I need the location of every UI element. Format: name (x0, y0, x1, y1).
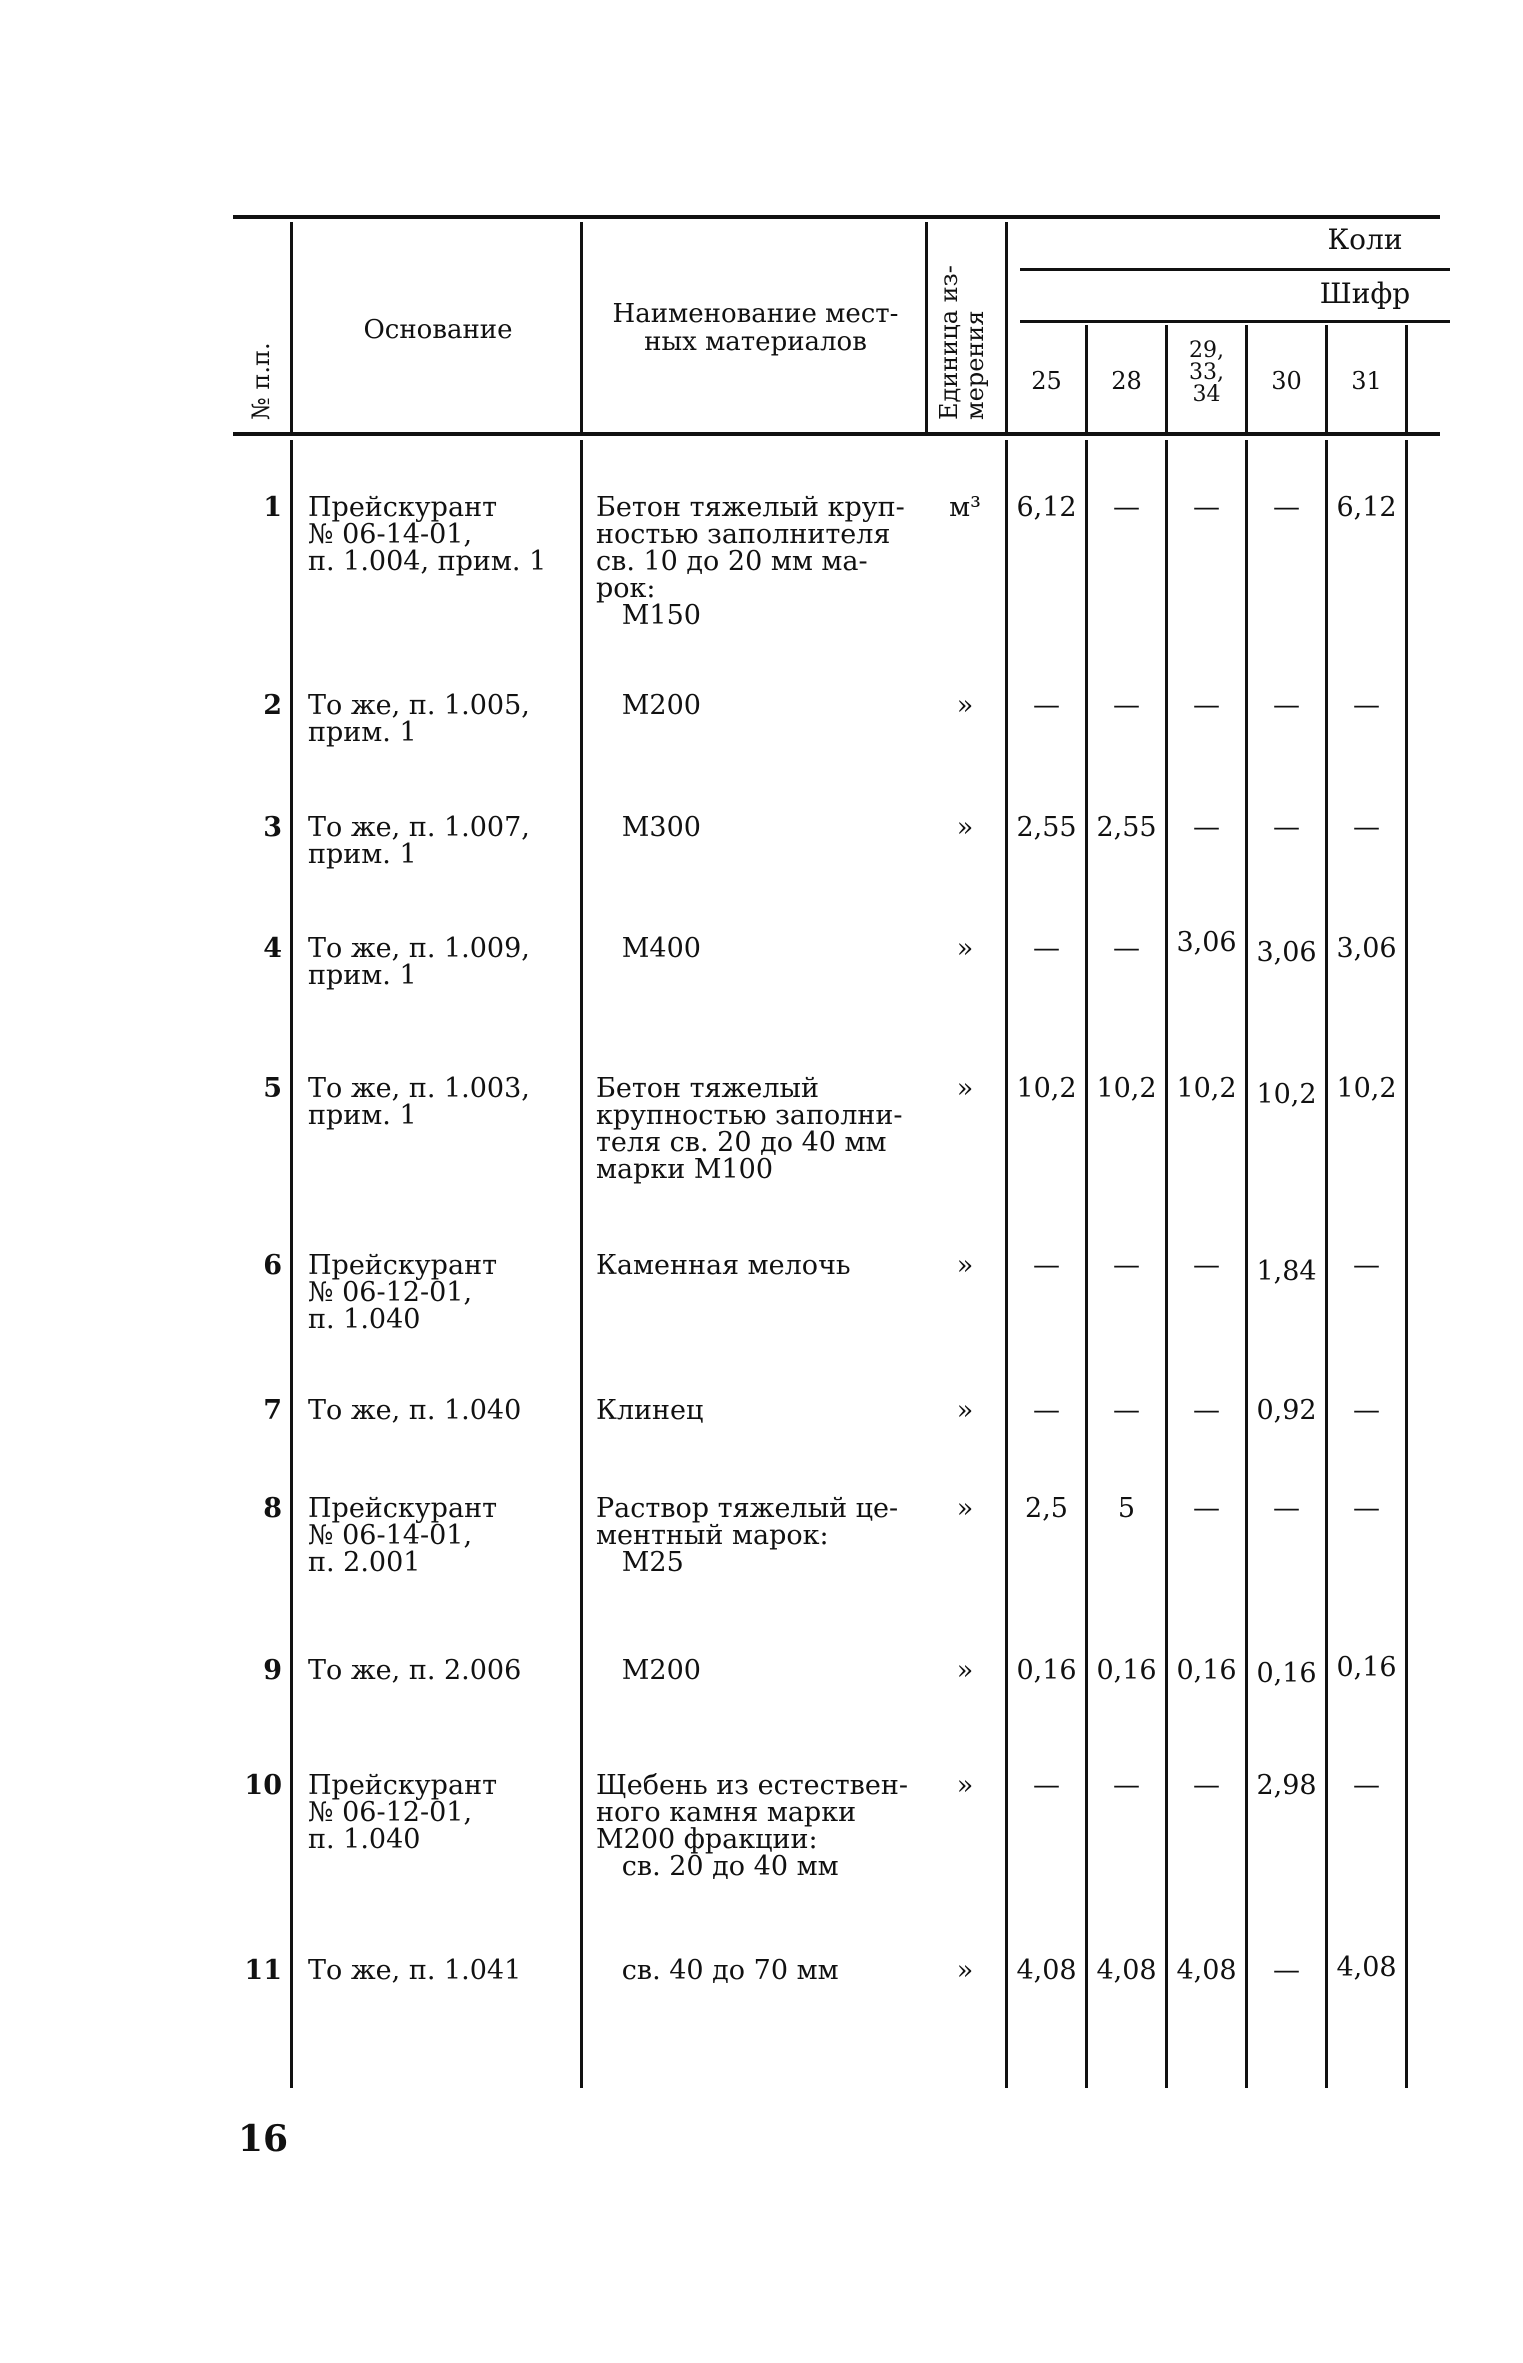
row-value: — (1113, 1250, 1140, 1281)
col-sep-9 (1405, 325, 1408, 432)
header-code-30: 30 (1271, 367, 1302, 395)
row-value: — (1193, 1250, 1220, 1281)
col-sep-1 (290, 222, 293, 432)
row-number: 7 (263, 1395, 282, 1426)
row-value: 6,12 (1336, 492, 1397, 523)
row-value: — (1193, 1770, 1220, 1801)
row-value: 4,08 (1096, 1955, 1157, 1986)
row-value: — (1273, 492, 1300, 523)
row-value: 0,92 (1256, 1395, 1317, 1426)
row-value: — (1113, 492, 1140, 523)
row-basis: То же, п. 1.007, прим. 1 (308, 812, 530, 870)
row-value: — (1113, 1395, 1140, 1426)
row-value: — (1033, 1770, 1060, 1801)
row-value: 2,55 (1016, 812, 1077, 843)
row-number: 11 (244, 1955, 282, 1986)
row-value: — (1193, 690, 1220, 721)
row-value: — (1273, 690, 1300, 721)
row-value: — (1353, 1395, 1380, 1426)
table-top-rule (233, 215, 1440, 219)
row-value: — (1193, 492, 1220, 523)
row-unit: » (956, 933, 974, 964)
row-number: 1 (263, 492, 282, 523)
row-value: — (1113, 933, 1140, 964)
row-value: 3,06 (1336, 933, 1397, 964)
row-unit: » (956, 1250, 974, 1281)
header-num: № п.п. (247, 342, 275, 420)
row-value: 0,16 (1096, 1655, 1157, 1686)
header-basis: Основание (363, 315, 513, 345)
page-number: 16 (238, 2118, 289, 2160)
row-unit: » (956, 690, 974, 721)
col-sep-4 (1005, 222, 1008, 432)
col-sep-3 (925, 222, 928, 432)
row-basis: Прейскурант № 06-12-01, п. 1.040 (308, 1250, 497, 1335)
row-value: 1,84 (1256, 1256, 1317, 1287)
header-code-28: 28 (1111, 367, 1142, 395)
row-value: — (1033, 1395, 1060, 1426)
row-value: 3,06 (1176, 927, 1237, 958)
row-value: 10,2 (1096, 1073, 1157, 1104)
header-name: Наименование мест- ных материалов (612, 299, 899, 357)
row-value: — (1113, 1770, 1140, 1801)
row-value: 6,12 (1016, 492, 1077, 523)
row-value: 0,16 (1176, 1655, 1237, 1686)
row-value: 0,16 (1016, 1655, 1077, 1686)
row-unit: » (956, 1493, 974, 1524)
row-basis: То же, п. 1.040 (308, 1395, 522, 1426)
header-code-group: Шифр (1319, 277, 1411, 310)
header-qty-group: Коли (1327, 223, 1403, 256)
row-value: 4,08 (1176, 1955, 1237, 1986)
row-basis: Прейскурант № 06-14-01, п. 2.001 (308, 1493, 497, 1578)
header-code-31: 31 (1351, 367, 1382, 395)
row-value: 10,2 (1256, 1079, 1317, 1110)
row-basis: То же, п. 1.003, прим. 1 (308, 1073, 530, 1131)
row-value: — (1353, 1770, 1380, 1801)
row-value: 4,08 (1016, 1955, 1077, 1986)
row-value: — (1193, 812, 1220, 843)
row-basis: Прейскурант № 06-12-01, п. 1.040 (308, 1770, 497, 1855)
row-value: 2,98 (1256, 1770, 1317, 1801)
row-material-name: Бетон тяжелый круп- ностью заполнителя св. 10 до 20 мм ма- рок: М150 (596, 492, 905, 631)
row-material-name: Раствор тяжелый це- ментный марок: М25 (596, 1493, 899, 1578)
group-code-rule (1020, 320, 1450, 323)
row-number: 2 (263, 690, 282, 721)
row-basis: То же, п. 2.006 (308, 1655, 522, 1686)
row-unit: м³ (949, 492, 981, 523)
row-value: — (1353, 812, 1380, 843)
row-material-name: М200 (596, 690, 701, 721)
row-value: — (1113, 690, 1140, 721)
row-number: 6 (263, 1250, 282, 1281)
row-value: 2,55 (1096, 812, 1157, 843)
header-unit: Единица из- мерения (935, 265, 989, 420)
row-number: 9 (263, 1655, 282, 1686)
row-value: 0,16 (1256, 1658, 1317, 1689)
header-code-25: 25 (1031, 367, 1062, 395)
row-unit: » (956, 1655, 974, 1686)
row-material-name: Клинец (596, 1395, 704, 1426)
row-value: — (1353, 1250, 1380, 1281)
row-value: — (1353, 690, 1380, 721)
row-value: — (1033, 1250, 1060, 1281)
row-number: 3 (263, 812, 282, 843)
row-number: 10 (244, 1770, 282, 1801)
row-number: 4 (263, 933, 282, 964)
row-value: — (1273, 1955, 1300, 1986)
row-material-name: св. 40 до 70 мм (596, 1955, 839, 1986)
row-basis: То же, п. 1.041 (308, 1955, 522, 1986)
row-value: — (1033, 690, 1060, 721)
row-value: 0,16 (1336, 1652, 1397, 1683)
row-value: 10,2 (1016, 1073, 1077, 1104)
row-number: 5 (263, 1073, 282, 1104)
row-number: 8 (263, 1493, 282, 1524)
row-value: 10,2 (1176, 1073, 1237, 1104)
row-material-name: Щебень из естествен- ного камня марки М200 фракции: св. 20 до 40 мм (596, 1770, 908, 1882)
body-col-sep-8 (1405, 440, 1408, 2088)
row-material-name: Бетон тяжелый крупностью заполни- теля св. 20 до 40 мм марки М100 (596, 1073, 903, 1185)
row-unit: » (956, 1395, 974, 1426)
row-value: — (1353, 1493, 1380, 1524)
row-unit: » (956, 1770, 974, 1801)
row-material-name: М400 (596, 933, 701, 964)
row-basis: То же, п. 1.009, прим. 1 (308, 933, 530, 991)
row-basis: Прейскурант № 06-14-01, п. 1.004, прим. 1 (308, 492, 547, 577)
row-value: — (1273, 812, 1300, 843)
row-value: 4,08 (1336, 1952, 1397, 1983)
row-value: 2,5 (1025, 1493, 1068, 1524)
row-value: — (1193, 1493, 1220, 1524)
row-material-name: М300 (596, 812, 701, 843)
group-qty-rule (1020, 268, 1450, 271)
row-value: — (1193, 1395, 1220, 1426)
col-sep-2 (580, 222, 583, 432)
row-unit: » (956, 1073, 974, 1104)
row-unit: » (956, 1955, 974, 1986)
row-basis: То же, п. 1.005, прим. 1 (308, 690, 530, 748)
row-value: — (1273, 1493, 1300, 1524)
row-value: 3,06 (1256, 937, 1317, 968)
row-material-name: Каменная мелочь (596, 1250, 851, 1281)
row-value: — (1033, 933, 1060, 964)
header-code-29-33-34: 29, 33, 34 (1189, 338, 1224, 407)
header-bottom-rule (233, 432, 1440, 436)
row-value: 10,2 (1336, 1073, 1397, 1104)
row-value: 5 (1117, 1493, 1136, 1524)
row-unit: » (956, 812, 974, 843)
body-col-sep-1 (290, 440, 293, 2088)
body-col-sep-2 (580, 440, 583, 2088)
row-material-name: М200 (596, 1655, 701, 1686)
